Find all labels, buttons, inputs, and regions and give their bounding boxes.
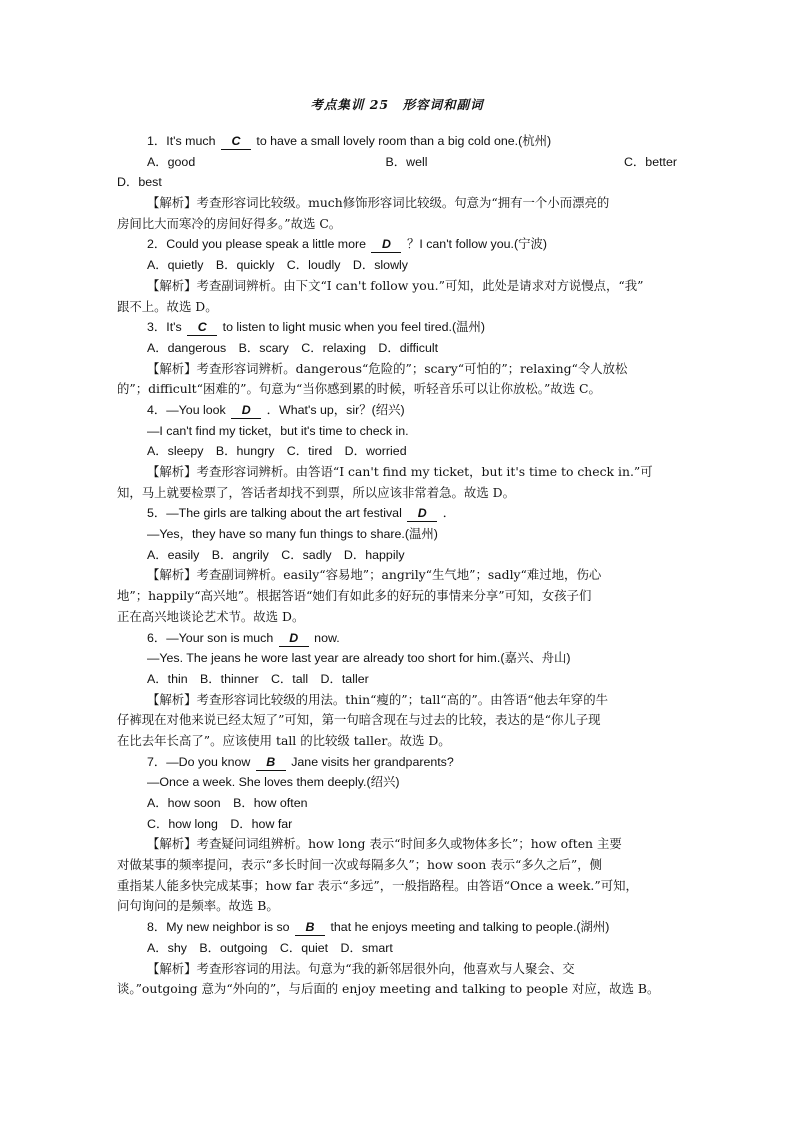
dialogue-reply: —Once a week. She loves them deeply.(绍兴) (147, 775, 400, 790)
analysis-line: 【解析】考查形容词的用法。句意为“我的新邻居很外向，他喜欢与人聚会、交 (147, 960, 575, 976)
answer-blank: D (279, 631, 309, 647)
analysis-line: 【解析】考查形容词辨析。由答语“I can't find my ticket，but it's time to check in.”可 (147, 464, 653, 479)
analysis-line: 跟不上。故选 D。 (117, 298, 218, 314)
answer-blank: B (295, 920, 325, 936)
analysis-line: 房间比大而寒冷的房间好得多。”故选 C。 (117, 215, 342, 231)
options-row: A．how soon B．how often (147, 796, 308, 810)
answer-blank: B (256, 755, 286, 771)
question-5: 5．—The girls are talking about the art festival D ． (147, 506, 456, 521)
question-8: 8．My new neighbor is so B that he enjoys meeting and talking to people.(湖州) (147, 920, 610, 935)
question-2: 2．Could you please speak a little more D ？I can't follow you.(宁波) (147, 237, 548, 252)
analysis-line: 【解析】考查疑问词组辨析。how long 表示“时间多久或物体多长”；how often 主要 (147, 836, 622, 852)
options-row: A．thin B．thinner C．tall D．taller (147, 671, 369, 686)
answer-blank: C (221, 134, 251, 150)
analysis-line: 【解析】考查副词辨析。easily“容易地”；angrily“生气地”；sadly“难过地，伤心 (147, 567, 602, 583)
analysis-line: 【解析】考查副词辨析。由下文“I can't follow you.”可知，此处是请求对方说慢点，“我” (147, 277, 644, 293)
analysis-line: 【解析】考查形容词辨析。dangerous“危险的”；scary“可怕的”；relaxing“令人放松 (147, 360, 628, 376)
answer-blank: D (371, 237, 401, 253)
analysis-line: 问句询问的是频率。故选 B。 (117, 898, 279, 914)
options-row: C．how long D．how far (147, 816, 293, 831)
dialogue-reply: —I can't find my ticket，but it's time to check in. (147, 423, 409, 438)
analysis-line: 正在高兴地谈论艺术节。故选 D。 (117, 608, 305, 624)
dialogue-reply: —Yes. The jeans he wore last year are already too short for him.(嘉兴、舟山) (147, 651, 571, 666)
page-title: 考点集训 25 形容词和副词 (310, 97, 484, 112)
analysis-line: 地”；happily“高兴地”。根据答语“她们有如此多的好玩的事情来分享”可知，女孩子们 (117, 588, 592, 604)
analysis-line: 仔裤现在对他来说已经太短了”可知，第一句暗含现在与过去的比较，表达的是“你儿子现 (117, 712, 601, 728)
options-row: A．sleepy B．hungry C．tired D．worried (147, 444, 407, 459)
question-4: 4．—You look D ．What's up，sir？(绍兴) (147, 402, 405, 417)
options-row: A．quietly B．quickly C．loudly D．slowly (147, 258, 408, 273)
question-7: 7．—Do you know B Jane visits her grandparents? (147, 754, 454, 769)
question-6: 6．—Your son is much D now. (147, 630, 340, 645)
answer-blank: D (231, 403, 261, 419)
options-row: A．easily B．angrily C．sadly D．happily (147, 547, 405, 562)
analysis-line: 谈。”outgoing 意为“外向的”，与后面的 enjoy meeting and talking to people 对应，故选 B。 (117, 981, 660, 997)
option-d: D．best (117, 175, 162, 190)
document-page (117, 95, 677, 1000)
answer-blank: C (187, 320, 217, 336)
question-3: 3．It's C to listen to light music when you feel tired.(温州) (147, 320, 486, 335)
dialogue-reply: —Yes，they have so many fun things to share.(温州) (147, 527, 438, 542)
answer-blank: D (407, 506, 437, 522)
analysis-line: 【解析】考查形容词比较级。much修饰形容词比较级。句意为“拥有一个小而漂亮的 (147, 195, 610, 211)
analysis-line: 【解析】考查形容词比较级的用法。thin“瘦的”；tall“高的”。由答语“他去年穿的牛 (147, 691, 608, 707)
analysis-line: 对做某事的频率提问，表示“多长时间一次或每隔多久”；how soon 表示“多久之后”，侧 (117, 857, 603, 873)
question-1: 1．It's much C to have a small lovely room than a big cold one.(杭州) (147, 134, 552, 148)
options-row: A．good B．well C．better (147, 154, 677, 169)
analysis-line: 在比去年长高了”。应该使用 tall 的比较级 taller。故选 D。 (117, 732, 451, 748)
options-row: A．shy B．outgoing C．quiet D．smart (147, 940, 393, 955)
analysis-line: 知，马上就要检票了，答话者却找不到票，所以应该非常着急。故选 D。 (117, 484, 515, 500)
analysis-line: 重指某人能多快完成某事；how far 表示“多远”，一般指路程。由答语“Once a week.”可知， (117, 877, 638, 893)
options-row: A．dangerous B．scary C．relaxing D．difficult (147, 340, 439, 355)
analysis-line: 的”；difficult“困难的”。句意为“当你感到累的时候，听轻音乐可以让你放松。”故选 C。 (117, 381, 601, 397)
